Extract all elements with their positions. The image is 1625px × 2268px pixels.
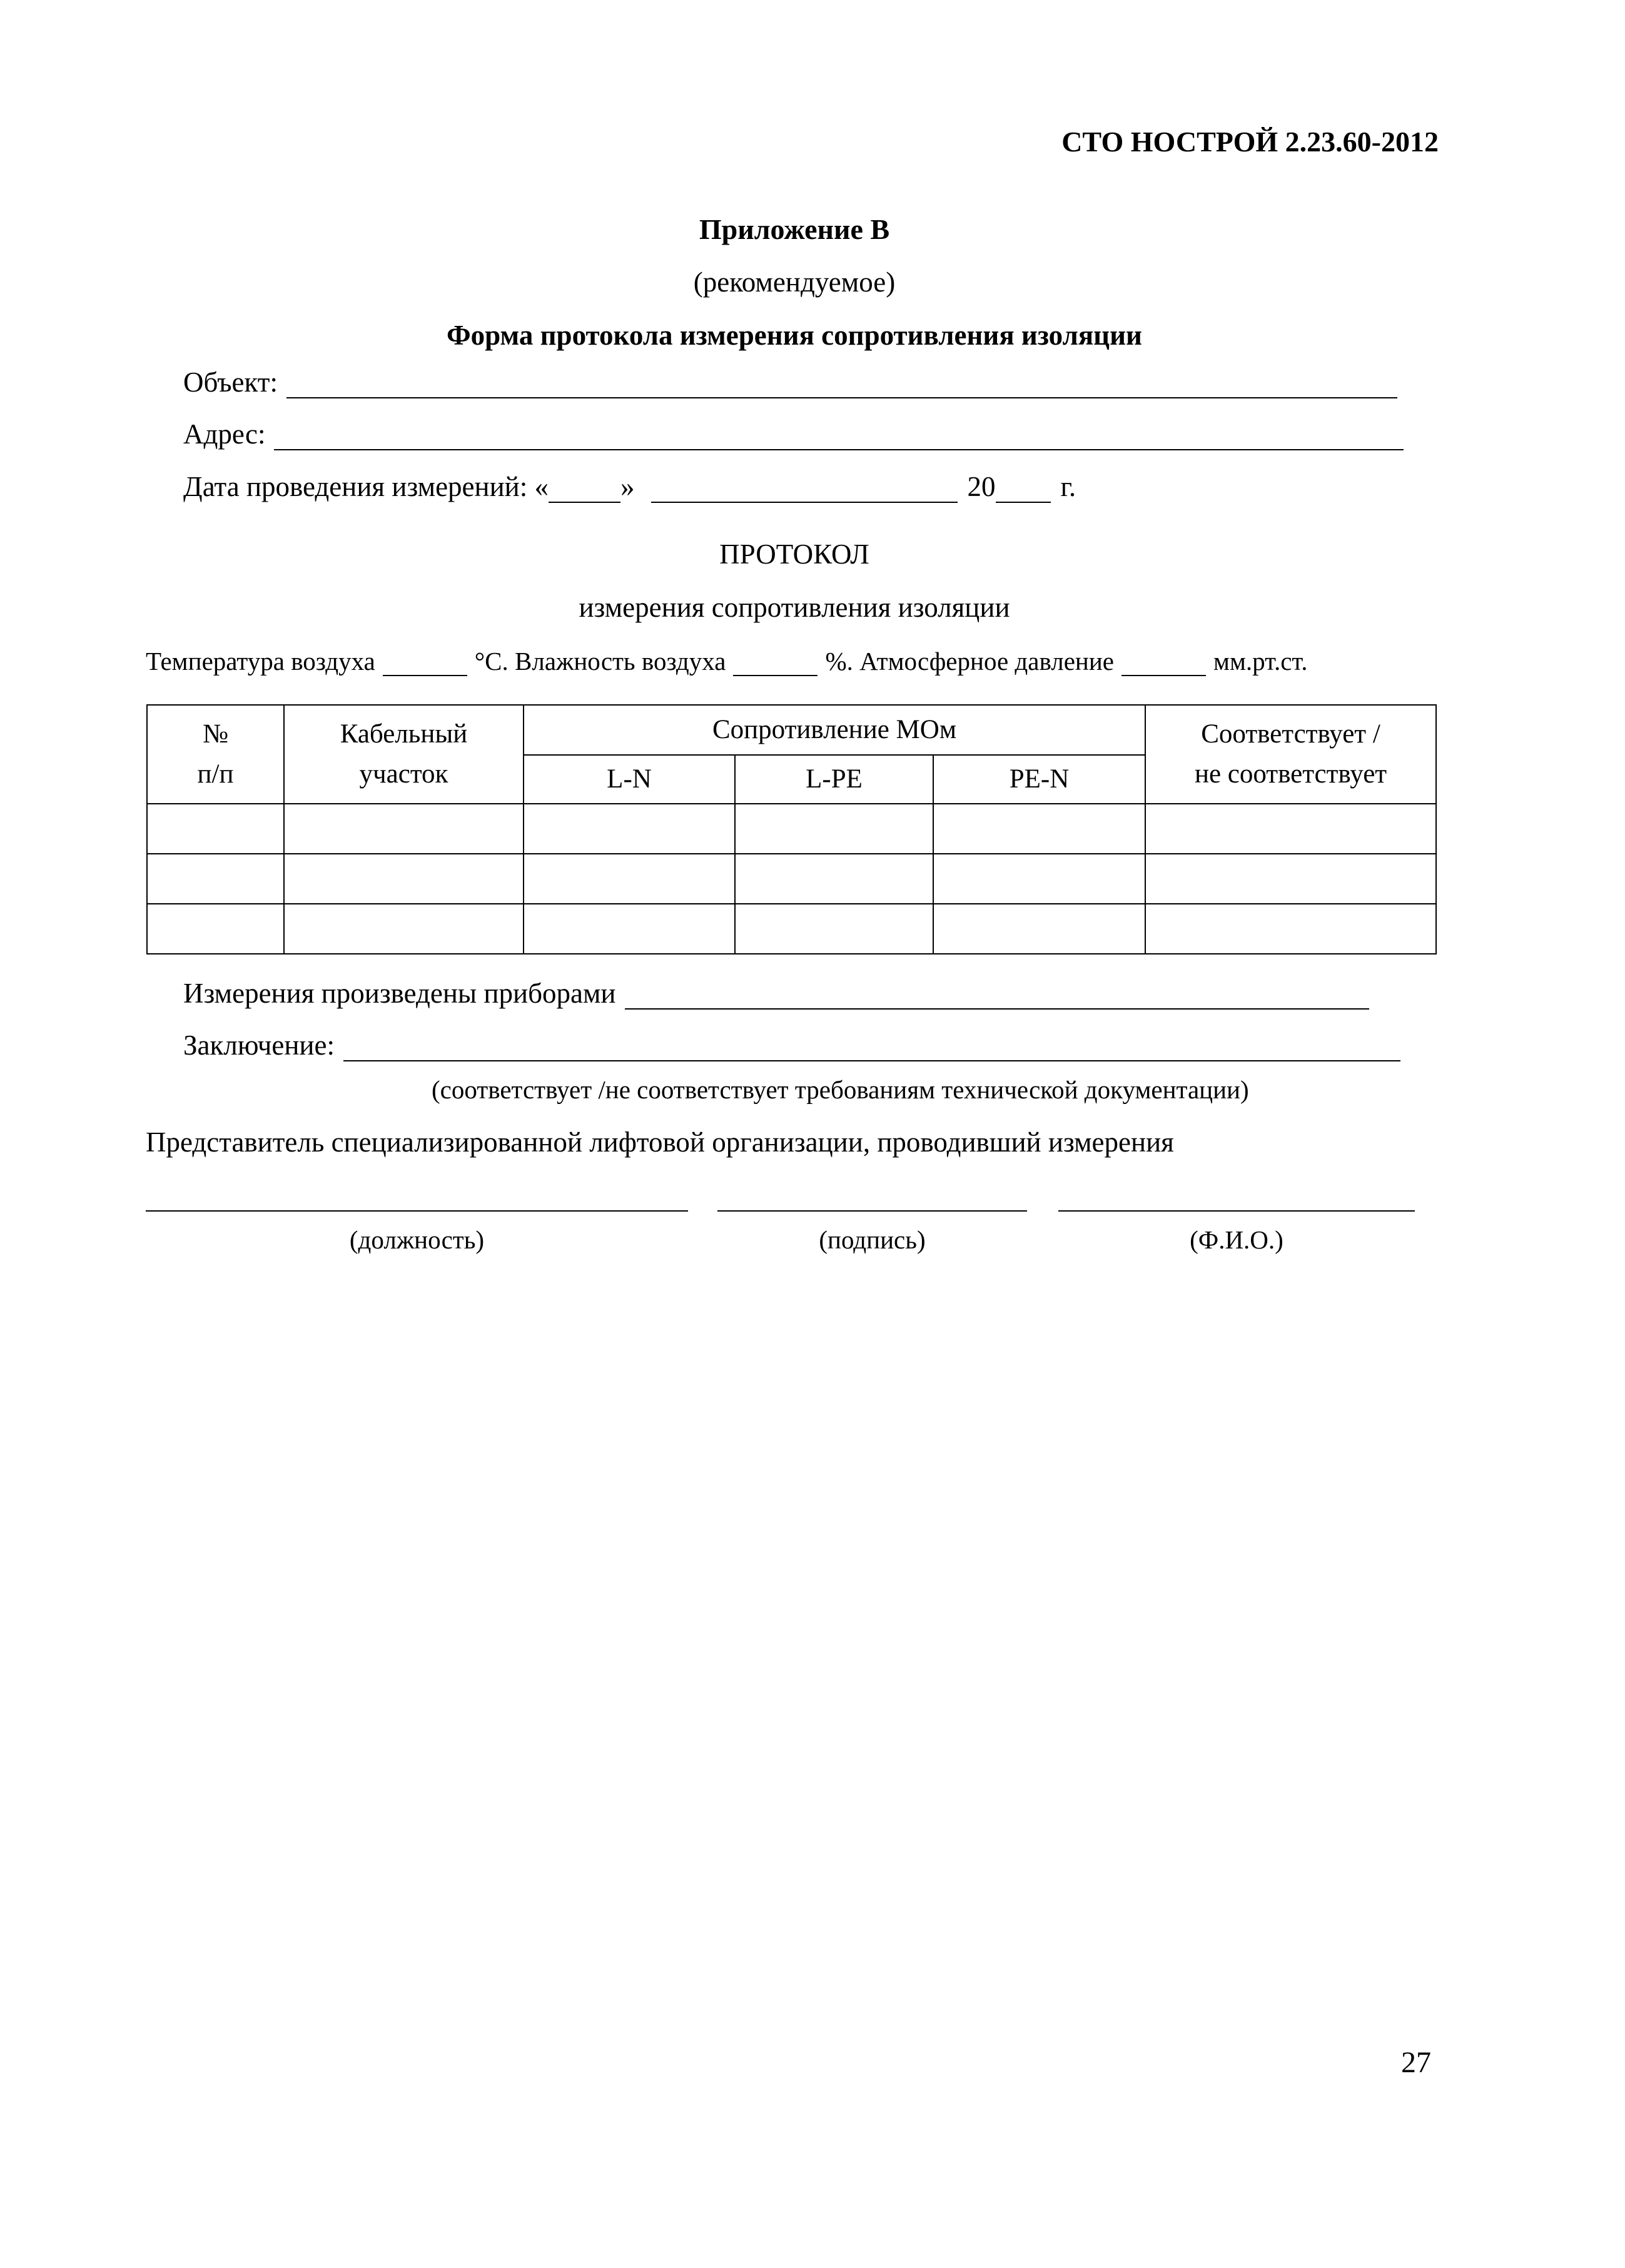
object-label: Объект:	[183, 367, 278, 398]
header-cable-section	[284, 705, 524, 804]
table-cell[interactable]	[735, 854, 933, 904]
header-l-n: L-N	[524, 755, 735, 804]
table-cell[interactable]	[524, 854, 735, 904]
conclusion-input-line[interactable]	[343, 1035, 1400, 1061]
pressure-unit: мм.рт.ст.	[1213, 647, 1308, 676]
protocol-table	[146, 704, 1437, 954]
humidity-unit: %. Атмосферное давление	[825, 647, 1115, 676]
conclusion-field	[183, 1029, 1400, 1061]
table-cell[interactable]	[284, 854, 524, 904]
header-l-pe: L-PE	[735, 755, 933, 804]
header-section-line2: участок	[359, 759, 448, 789]
table-cell[interactable]	[147, 854, 284, 904]
table-row	[147, 804, 1436, 854]
table-cell[interactable]	[284, 904, 524, 954]
signature-line[interactable]	[717, 1210, 1027, 1212]
table-row	[147, 854, 1436, 904]
header-number-line2: п/п	[197, 759, 234, 789]
protocol-title: ПРОТОКОЛ	[719, 539, 869, 570]
header-compliance-line1: Соответствует /	[1201, 719, 1380, 749]
table-cell[interactable]	[933, 904, 1145, 954]
header-number-line1: №	[202, 719, 229, 749]
table-cell[interactable]	[1145, 854, 1436, 904]
form-title: Форма протокола измерения сопротивления изоляции	[447, 320, 1142, 351]
object-input-line[interactable]	[286, 372, 1397, 398]
representative-text: Представитель специализированной лифтовой организации, проводивший измерения	[146, 1126, 1174, 1158]
table-cell[interactable]	[524, 904, 735, 954]
instruments-field	[183, 977, 1369, 1010]
appendix-note: (рекомендуемое)	[693, 266, 896, 298]
table-cell[interactable]	[1145, 904, 1436, 954]
date-year-line[interactable]	[996, 477, 1051, 503]
address-label: Адрес:	[183, 418, 266, 450]
instruments-input-line[interactable]	[625, 983, 1369, 1010]
table-cell[interactable]	[147, 804, 284, 854]
date-label: Дата проведения измерений: «	[183, 471, 549, 502]
temperature-input-line[interactable]	[383, 652, 467, 676]
table-cell[interactable]	[284, 804, 524, 854]
pressure-input-line[interactable]	[1121, 652, 1206, 676]
header-compliance	[1145, 705, 1436, 804]
table-cell[interactable]	[735, 904, 933, 954]
header-section-line1: Кабельный	[340, 719, 468, 749]
appendix-title: Приложение В	[699, 213, 890, 245]
header-number	[147, 705, 284, 804]
year-prefix: 20	[967, 471, 996, 502]
humidity-input-line[interactable]	[733, 652, 818, 676]
name-caption: (Ф.И.О.)	[1190, 1225, 1283, 1254]
signature-caption: (подпись)	[819, 1225, 926, 1254]
date-day-line[interactable]	[549, 477, 620, 503]
address-field	[183, 418, 1404, 450]
date-field	[183, 470, 1076, 503]
object-field	[183, 366, 1397, 398]
conclusion-hint: (соответствует /не соответствует требованиям технической документации)	[432, 1075, 1249, 1104]
header-pe-n: PE-N	[933, 755, 1145, 804]
temperature-label: Температура воздуха	[146, 647, 375, 676]
year-suffix: г.	[1060, 471, 1076, 502]
position-caption: (должность)	[349, 1225, 485, 1254]
date-close: »	[620, 471, 635, 502]
address-input-line[interactable]	[274, 424, 1404, 450]
header-compliance-line2: не соответствует	[1194, 759, 1387, 789]
table-cell[interactable]	[933, 854, 1145, 904]
header-resistance: Сопротивление МОм	[524, 705, 1145, 755]
instruments-label: Измерения произведены приборами	[183, 978, 616, 1009]
temperature-unit: °С. Влажность воздуха	[474, 647, 726, 676]
date-month-line[interactable]	[651, 477, 958, 503]
page-number: 27	[1401, 2046, 1431, 2079]
measurement-conditions	[146, 646, 1307, 676]
table-cell[interactable]	[524, 804, 735, 854]
table-cell[interactable]	[933, 804, 1145, 854]
table-cell[interactable]	[1145, 804, 1436, 854]
document-code: СТО НОСТРОЙ 2.23.60-2012	[1061, 126, 1439, 158]
table-cell[interactable]	[735, 804, 933, 854]
table-cell[interactable]	[147, 904, 284, 954]
table-row	[147, 904, 1436, 954]
conclusion-label: Заключение:	[183, 1030, 335, 1061]
name-line[interactable]	[1058, 1210, 1415, 1212]
position-line[interactable]	[146, 1210, 688, 1212]
protocol-subtitle: измерения сопротивления изоляции	[579, 592, 1010, 623]
